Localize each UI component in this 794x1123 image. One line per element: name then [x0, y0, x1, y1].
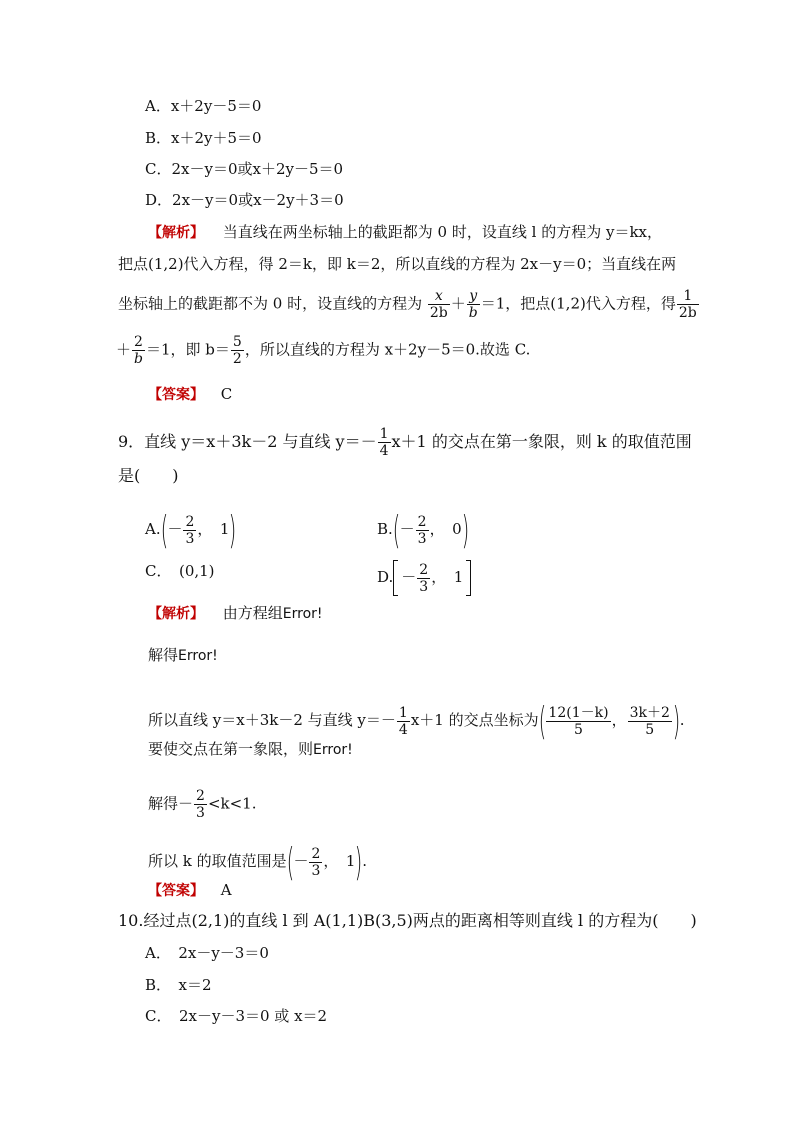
fraction-y-coordinate: $\frac{3k+2}{5}$ [629, 704, 670, 738]
q10-option-b: B． x＝2 [145, 976, 212, 994]
q10-stem: 10.经过点(2,1)的直线 l 到 A(1,1)B(3,5)两点的距离相等则直线 l 的方程为( ) [118, 911, 697, 930]
analysis-tag: 【解析】 [148, 225, 204, 241]
q8-option-c: C．2x－y＝0或x＋2y－5＝0 [145, 160, 344, 178]
q8-analysis-line-2: 把点(1,2)代入方程，得 2＝k，即 k＝2，所以直线的方程为 2x－y＝0；当直线在两 [118, 255, 677, 273]
fraction-y-over-b: $\frac{y}{b}$ [468, 288, 478, 321]
q10-option-c: C． 2x－y－3＝0 或 x＝2 [145, 1007, 328, 1025]
q9-stem-line-2: 是( ) [118, 466, 179, 485]
fraction-1-over-2b: $\frac{1}{2b}$ [678, 288, 697, 321]
q9-option-d: D. － $\frac{2}{3}$ ， 1 [377, 560, 471, 596]
fraction-x-coordinate: $\frac{12(1-k)}{5}$ [548, 704, 609, 738]
q9-analysis-line-5: 解得－ $\frac{2}{3}$ <k<1. [148, 788, 257, 821]
q9-option-b: B.(－ $\frac{2}{3}$ ， 0) [377, 508, 469, 552]
q9-analysis-line-4: 要使交点在第一象限，则Error! [148, 740, 353, 758]
error-placeholder: Error! [282, 606, 323, 622]
q9-analysis-line-3: 所以直线 y＝x＋3k－2 与直线 y＝－ $\frac{1}{4}$ x＋1 的交点坐标为( $\frac{12(1-k)}{5}$ ， $\frac{3k+2}{5}$ ). [148, 699, 685, 743]
q8-option-a: A．x＋2y－5＝0 [145, 97, 262, 115]
q9-analysis-line-2: 解得Error! [148, 646, 218, 664]
q9-option-a: A.(－ $\frac{2}{3}$ ， 1) [145, 508, 237, 552]
q8-analysis-line-4: ＋ $\frac{2}{b}$ ＝1，即 b＝ $\frac{5}{2}$ ，所以直线的方程为 x＋2y－5＝0.故选 C. [116, 334, 531, 367]
q9-analysis-line-6: 所以 k 的取值范围是(－ $\frac{2}{3}$ ， 1). [148, 840, 368, 884]
q9-option-c: C． (0,1) [145, 562, 215, 580]
q9-stem-line-1: 9．直线 y＝x＋3k－2 与直线 y＝－ $\frac{1}{4}$ x＋1 的交点在第一象限，则 k 的取值范围 [118, 426, 692, 459]
q8-answer: 【答案】 C [148, 385, 233, 403]
q8-analysis-line-3: 坐标轴上的截距都不为 0 时，设直线的方程为 $\frac{x}{2b}$ ＋ $\frac{y}{b}$ ＝1，把点(1,2)代入方程，得 $\frac{1}{2b}$ [118, 288, 697, 321]
q8-analysis-line-1: 【解析】 当直线在两坐标轴上的截距都为 0 时，设直线 l 的方程为 y＝kx， [148, 223, 662, 241]
q9-answer: 【答案】 A [148, 881, 232, 899]
fraction-5-over-2: $\frac{5}{2}$ [232, 334, 242, 367]
q8-option-b: B．x＋2y＋5＝0 [145, 129, 262, 147]
q9-analysis-line-1: 【解析】 由方程组Error! [148, 604, 323, 622]
fraction-1-over-4: $\frac{1}{4}$ [379, 426, 389, 459]
q8-option-d: D．2x－y＝0或x－2y＋3＝0 [145, 191, 344, 209]
q10-option-a: A． 2x－y－3＝0 [145, 944, 269, 962]
fraction-2-over-b: $\frac{2}{b}$ [134, 334, 143, 367]
fraction-x-over-2b: $\frac{x}{2b}$ [429, 288, 448, 321]
